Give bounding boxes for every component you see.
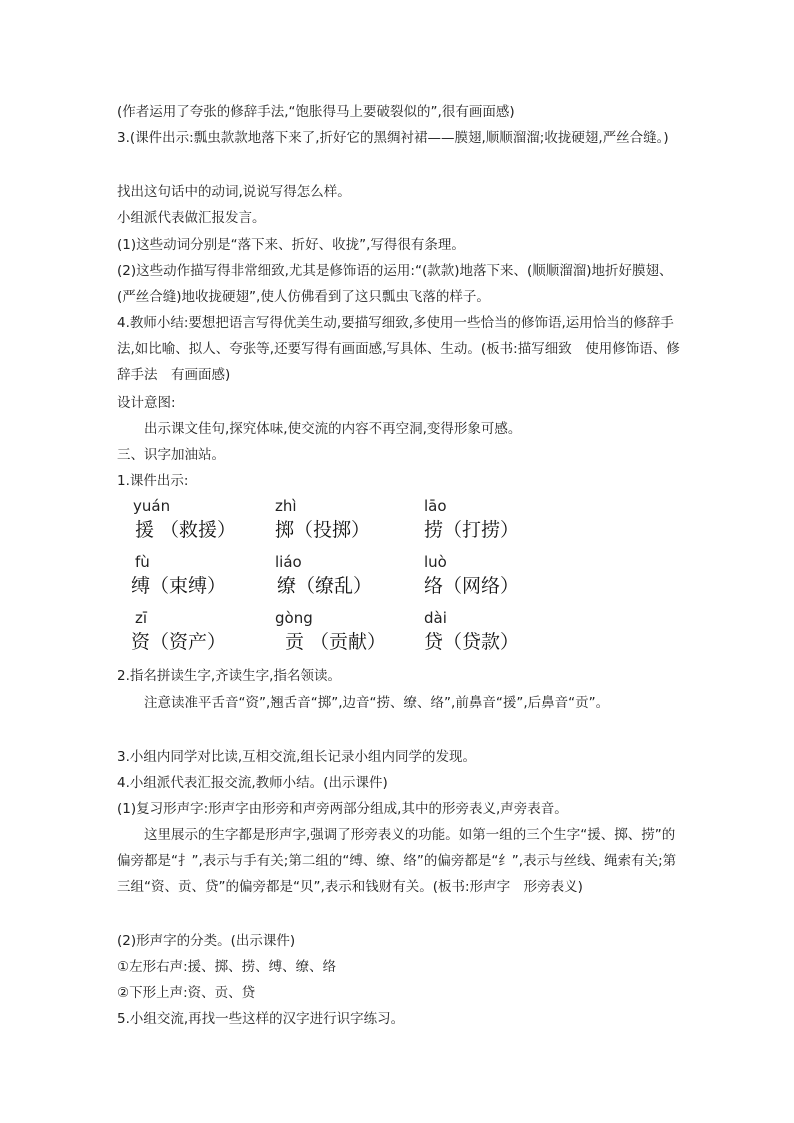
paragraph-step-2-reading: 2.指名拼读生字,齐读生字,指名领读。 [117, 668, 341, 684]
pinyin-label: zhì [275, 497, 297, 515]
paragraph-pronunciation-notes: 注意读准平舌音“资”,翘舌音“掷”,边音“捞、缭、络”,前鼻音“援”,后鼻音“贡”。 [144, 695, 610, 711]
character-word: 援 （救援） [135, 519, 237, 541]
paragraph-design-intent: 出示课文佳句,探究体味,使交流的内容不再空洞,变得形象可感。 [144, 421, 522, 437]
paragraph-group-report: 小组派代表做汇报发言。 [117, 210, 266, 226]
pinyin-label: lāo [424, 497, 447, 515]
pinyin-label: liáo [275, 553, 302, 571]
paragraph-teacher-summary: 4.教师小结:要想把语言写得优美生动,要描写细致,多使用一些恰当的修饰语,运用恰当的修辞手法,如比喻、拟人、夸张等,还要写得有画面感,写具体、生动。(板书:描写细致 使用修饰语、修辞手法 有画面感) [117, 315, 680, 383]
paragraph-hyperbole-note: (作者运用了夸张的修辞手法,“饱胀得马上要破裂似的”,很有画面感) [117, 104, 515, 120]
character-word: 捞（打捞） [424, 519, 520, 541]
paragraph-classification: (2)形声字的分类。(出示课件) [117, 933, 296, 949]
pinyin-label: zī [135, 609, 148, 627]
pinyin-label: dài [424, 609, 447, 627]
paragraph-modifiers: (2)这些动作描写得非常细致,尤其是修饰语的运用:“(款款)地落下来、(顺顺溜溜)地折好膜翅、(严丝合缝)地收拢硬翅”,使人仿佛看到了这只瓢虫飞落的样子。 [117, 263, 673, 305]
character-word: 络（网络） [424, 575, 520, 597]
section-heading-literacy: 三、识字加油站。 [117, 447, 225, 463]
character-word: 贡 （贡献） [285, 631, 387, 653]
pinyin-label: yuán [133, 497, 171, 515]
paragraph-step-3: 3.(课件出示:瓢虫款款地落下来了,折好它的黑绸衬裙——膜翅,顺顺溜溜;收拢硬翅,严丝合缝。) [117, 130, 669, 146]
pinyin-label: gòng [275, 609, 313, 627]
paragraph-radical-explanation: 这里展示的生字都是形声字,强调了形旁表义的功能。如第一组的三个生字“援、掷、捞”的偏旁都是“扌”,表示与手有关;第二组的“缚、缭、络”的偏旁都是“纟”,表示与丝线、绳索有关;第三组“资、贡、贷”的偏旁都是“贝”,表示和钱财有关。(板书:形声字 形旁表义) [117, 827, 677, 895]
paragraph-design-intent-label: 设计意图: [117, 395, 176, 411]
paragraph-bottom-form-top-sound: ②下形上声:资、贡、贷 [117, 985, 256, 1001]
paragraph-step-4-report: 4.小组派代表汇报交流,教师小结。(出示课件) [117, 775, 388, 791]
paragraph-step-5-exchange: 5.小组交流,再找一些这样的汉字进行识字练习。 [117, 1011, 405, 1027]
paragraph-review-phonetic: (1)复习形声字:形声字由形旁和声旁两部分组成,其中的形旁表义,声旁表音。 [117, 801, 568, 817]
paragraph-find-verbs: 找出这句话中的动词,说说写得怎么样。 [117, 184, 351, 200]
pinyin-label: luò [424, 553, 447, 571]
pinyin-label: fù [135, 553, 150, 571]
paragraph-left-form-right-sound: ①左形右声:援、掷、捞、缚、缭、络 [117, 959, 337, 975]
paragraph-step-3-compare: 3.小组内同学对比读,互相交流,组长记录小组内同学的发现。 [117, 749, 476, 765]
paragraph-verbs-list: (1)这些动词分别是“落下来、折好、收拢”,写得很有条理。 [117, 237, 465, 253]
character-word: 缭（缭乱） [277, 575, 373, 597]
character-word: 贷（贷款） [424, 631, 520, 653]
paragraph-courseware-show: 1.课件出示: [117, 473, 189, 489]
character-word: 缚（束缚） [131, 575, 227, 597]
character-word: 资（资产） [131, 631, 227, 653]
character-word: 掷（投掷） [275, 519, 371, 541]
